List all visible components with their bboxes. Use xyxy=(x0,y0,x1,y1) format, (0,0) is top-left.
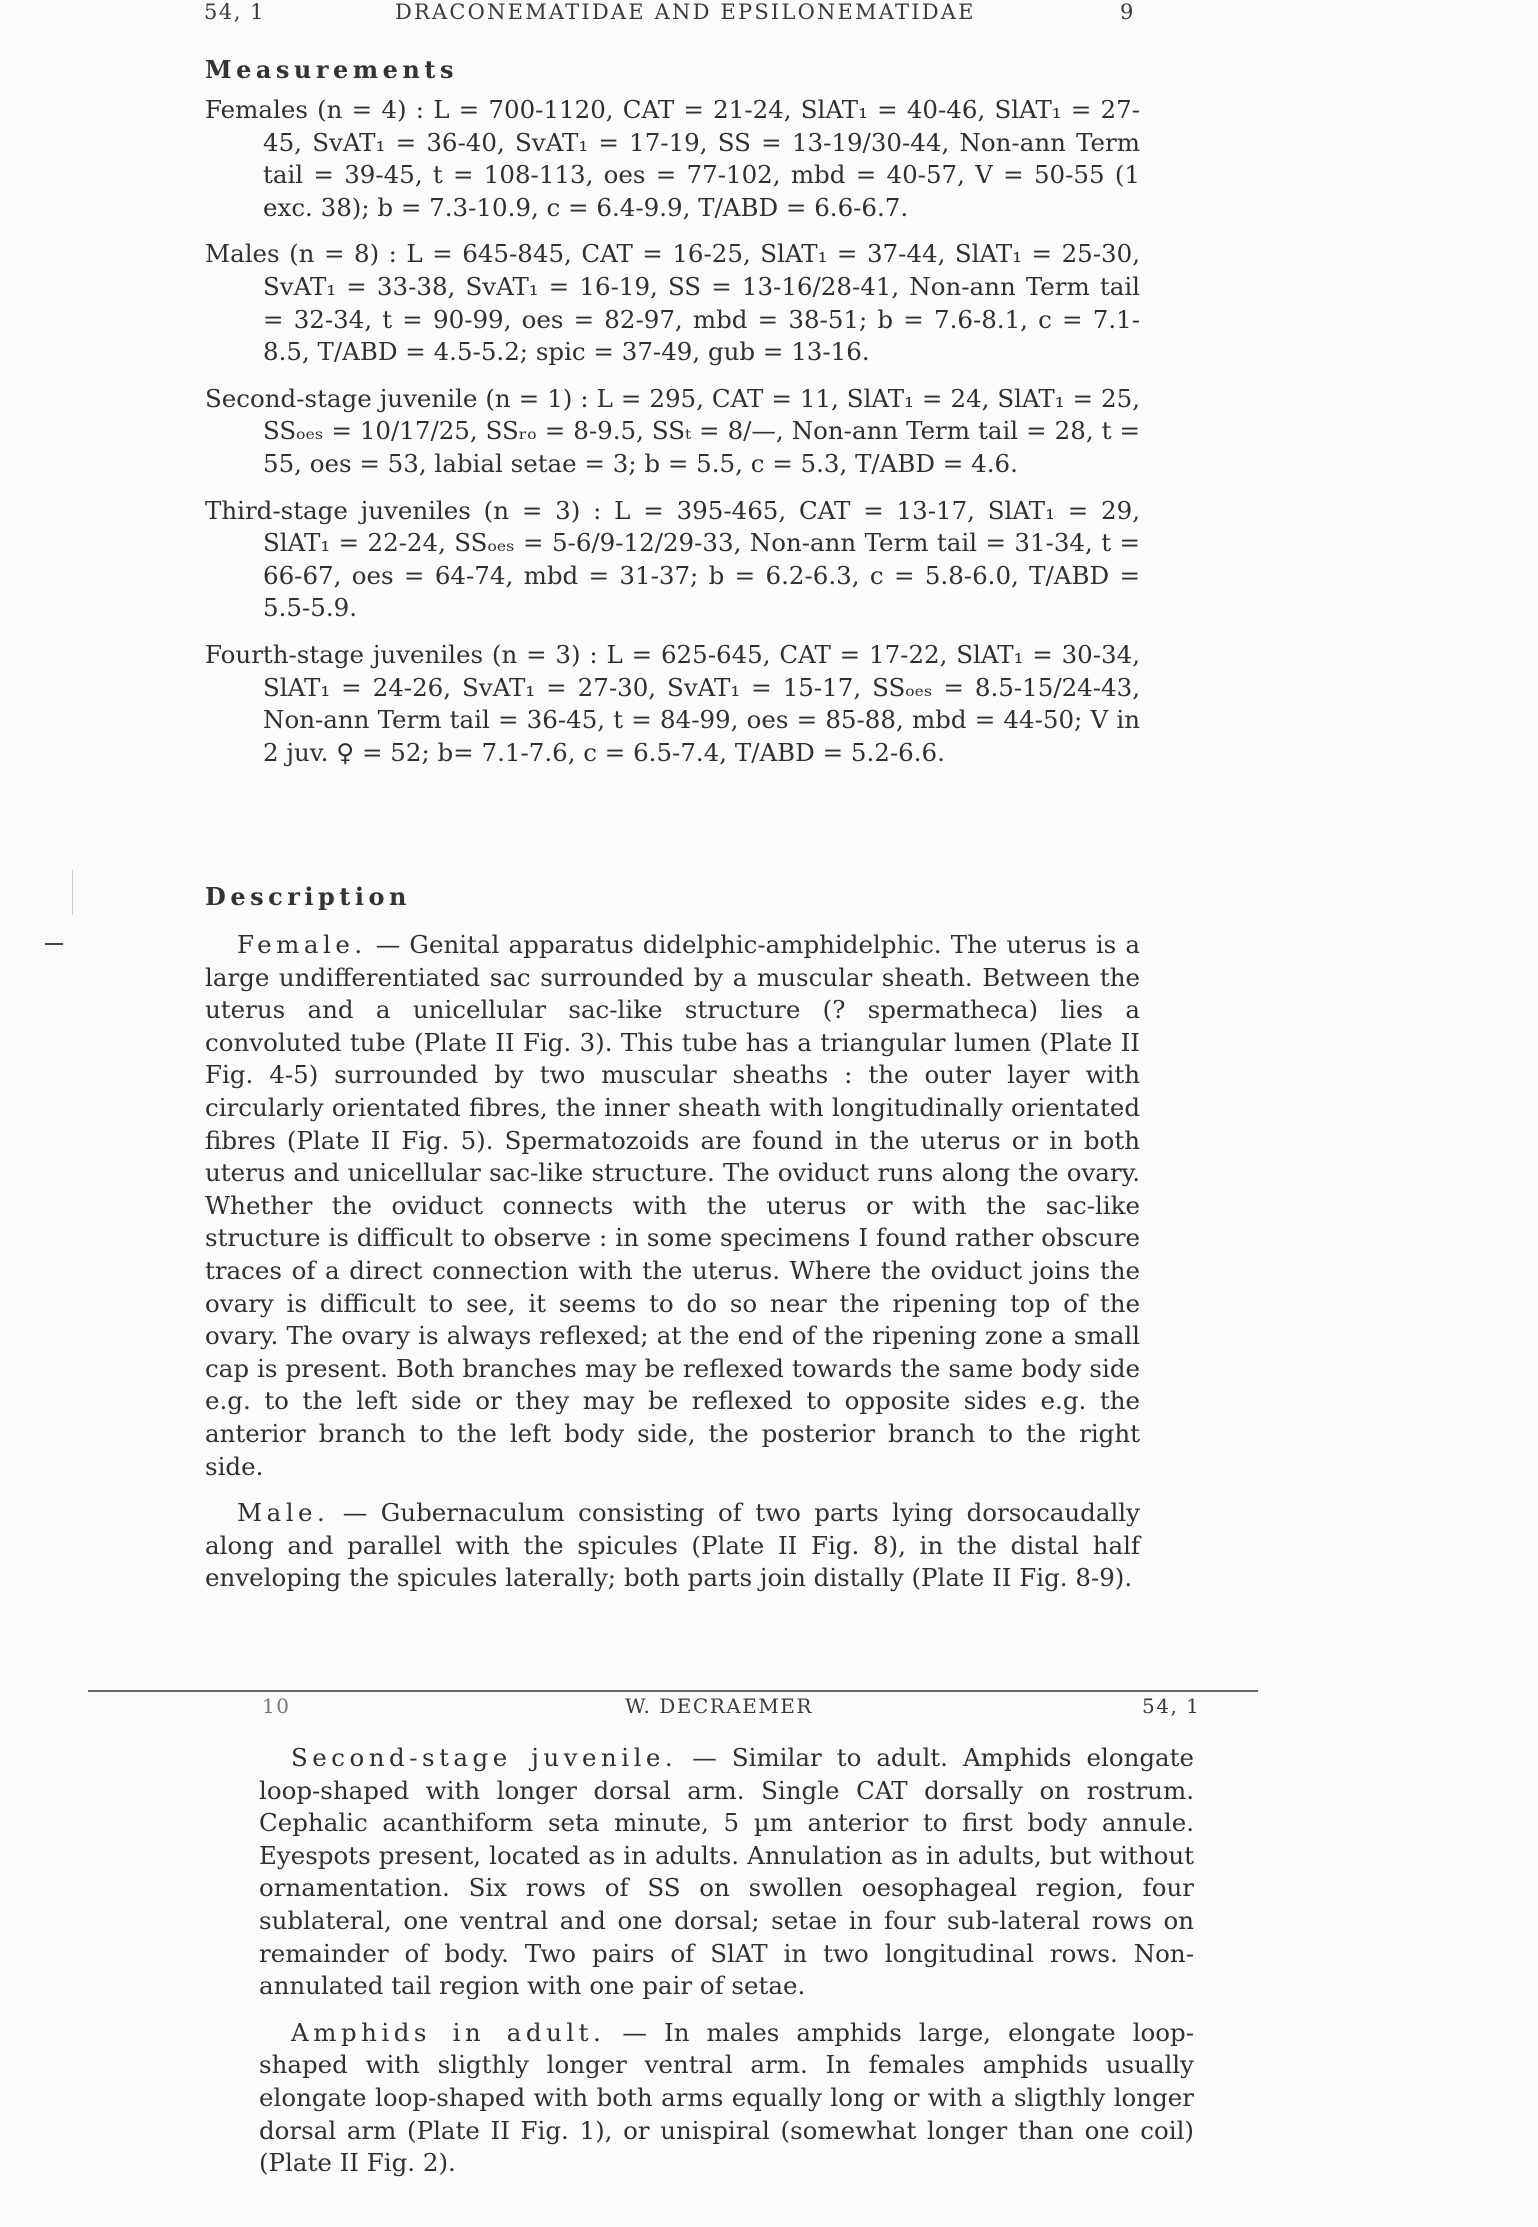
running-head-volume: 54, 1 xyxy=(204,0,265,24)
measurements-third-stage-juveniles: Third-stage juveniles (n = 3) : L = 395-465, CAT = 13-17, SlAT₁ = 29, SlAT₁ = 22-24, SSₒₑₛ = 5-6/9-12/29-33, Non-ann Term tail = 31-34, t = 66-67, oes = 64-74, mbd = 31-37; b = 6.2-6.3, c = 5.8-6.0, T/ABD = 5.5-5.9. xyxy=(205,495,1140,623)
running-head-author: W. DECRAEMER xyxy=(625,1694,813,1718)
amphids-paragraph xyxy=(259,2017,1194,2180)
margin-line xyxy=(72,870,73,915)
description-section xyxy=(205,882,1140,1595)
margin-mark xyxy=(45,943,63,945)
measurements-heading: Measurements xyxy=(205,55,458,84)
female-text: — Genital apparatus didelphic-amphidelphic. The uterus is a large undifferentiated sac surrounded by a muscular sheath. Between the uterus and a unicellular sac-like structure (? spermatheca) lies a convoluted tube (Plate II Fig. 3). This tube has a triangular lumen (Plate II Fig. 4-5) surrounded by two muscular sheaths : the outer layer with circularly orientated fibres, the inner sheath with longitudinally orientated fibres (Plate II Fig. 5). Spermatozoids are found in the uterus or in both uterus and unicellular sac-like structure. The oviduct runs along the ovary. Whether the oviduct connects with the uterus or with the sac-like structure is difficult to observe : in some specimens I found rather obscure traces of a direct connection with the uterus. Where the oviduct joins the ovary is difficult to see, it seems to do so near the ripening top of the ovary. The ovary is always reflexed; at the end of the ripening zone a small cap is present. Both branches may be reflexed towards the same body side e.g. to the left side or they may be reflexed to opposite sides e.g. the anterior branch to the left body side, the posterior branch to the right side. xyxy=(205,930,1140,1481)
female-paragraph xyxy=(205,929,1140,1483)
measurements-females: Females (n = 4) : L = 700-1120, CAT = 21-24, SlAT₁ = 40-46, SlAT₁ = 27-45, SvAT₁ = 36-40, SvAT₁ = 17-19, SS = 13-19/30-44, Non-ann Term tail = 39-45, t = 108-113, oes = 77-102, mbd = 40-57, V = 50-55 (1 exc. 38); b = 7.3-10.9, c = 6.4-9.9, T/ABD = 6.6-6.7. xyxy=(205,95,1140,222)
male-paragraph xyxy=(205,1497,1140,1595)
measurements-fourth-stage-juveniles: Fourth-stage juveniles (n = 3) : L = 625-645, CAT = 17-22, SlAT₁ = 30-34, SlAT₁ = 24-26, SvAT₁ = 27-30, SvAT₁ = 15-17, SSₒₑₛ = 8.5-15/24-43, Non-ann Term tail = 36-45, t = 84-99, oes = 85-88, mbd = 44-50; V in 2 juv. ♀ = 52; b= 7.1-7.6, c = 6.5-7.4, T/ABD = 5.2-6.6. xyxy=(205,639,1140,767)
measurements-section xyxy=(205,55,1140,783)
running-head-volume: 54, 1 xyxy=(1142,1694,1201,1718)
female-label: Female. xyxy=(237,930,367,959)
male-label: Male. xyxy=(237,1498,330,1528)
male-text: — Gubernaculum consisting of two parts lying dorsocaudally along and parallel with the spicules (Plate II Fig. 8), in the distal half enveloping the spicules laterally; both parts join distally (Plate II Fig. 8-9). xyxy=(205,1498,1140,1593)
running-head-title: DRACONEMATIDAE AND EPSILONEMATIDAE xyxy=(395,0,976,24)
amphids-text: — In males amphids large, elongate loop-shaped with sligthly longer ventral arm. In females amphids usually elongate loop-shaped with both arms equally long or with a sligthly longer dorsal arm (Plate II Fig. 1), or unispiral (somewhat longer than one coil) (Plate II Fig. 2). xyxy=(259,2017,1194,2178)
running-head-page-number: 10 xyxy=(262,1694,291,1718)
juvenile-paragraph xyxy=(259,1742,1194,2003)
juvenile-text: — Similar to adult. Amphids elongate loop-shaped with longer dorsal arm. Single CAT dorsally on rostrum. Cephalic acanthiform seta minute, 5 µm anterior to first body annule. Eyespots present, located as in adults. Annulation as in adults, but without ornamentation. Six rows of SS on swollen oesophageal region, four sublateral, one ventral and one dorsal; setae in four sub-lateral rows on remainder of body. Two pairs of SlAT in two longitudinal rows. Non-annulated tail region with one pair of setae. xyxy=(259,1743,1194,2001)
measurements-second-stage-juvenile: Second-stage juvenile (n = 1) : L = 295, CAT = 11, SlAT₁ = 24, SlAT₁ = 25, SSₒₑₛ = 10/17/25, SSᵣₒ = 8-9.5, SSₜ = 8/—, Non-ann Term tail = 28, t = 55, oes = 53, labial setae = 3; b = 5.5, c = 5.3, T/ABD = 4.6. xyxy=(205,383,1140,478)
page-top-rule xyxy=(88,1690,1258,1692)
running-head-page-number: 9 xyxy=(1120,0,1135,24)
page-10-body xyxy=(259,1742,1194,2180)
page-10 xyxy=(0,1690,1538,2227)
description-heading: Description xyxy=(205,882,411,911)
amphids-label: Amphids in adult. xyxy=(291,2017,606,2047)
measurements-males: Males (n = 8) : L = 645-845, CAT = 16-25, SlAT₁ = 37-44, SlAT₁ = 25-30, SvAT₁ = 33-38, SvAT₁ = 16-19, SS = 13-16/28-41, Non-ann Term tail = 32-34, t = 90-99, oes = 82-97, mbd = 38-51; b = 7.6-8.1, c = 7.1-8.5, T/ABD = 4.5-5.2; spic = 37-49, gub = 13-16. xyxy=(205,239,1140,367)
juvenile-label: Second-stage juvenile. xyxy=(291,1743,678,1772)
